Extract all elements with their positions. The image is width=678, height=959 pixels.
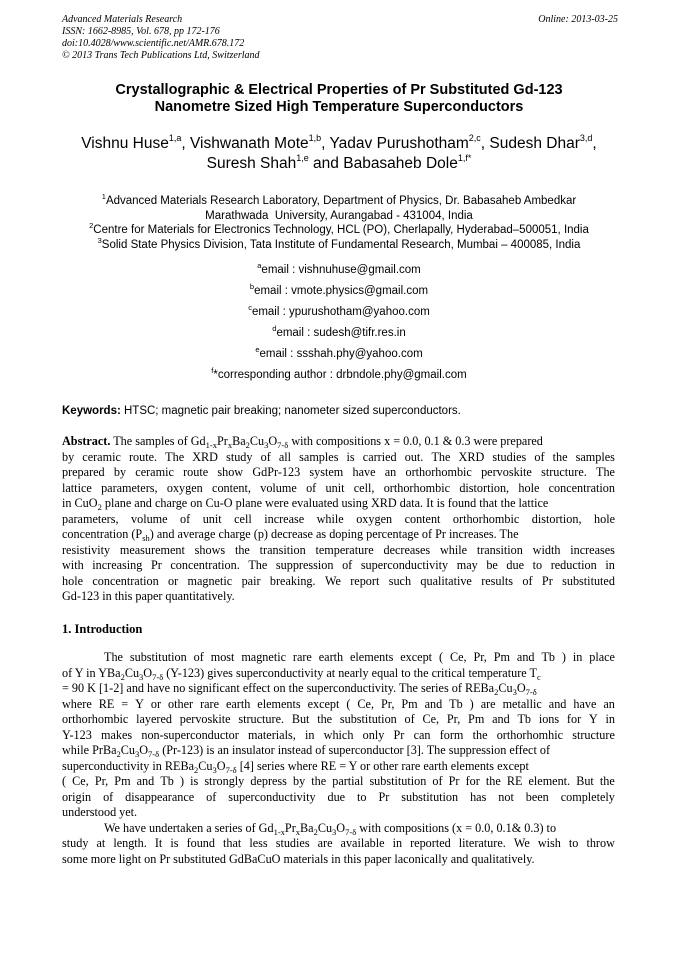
author-name: Vishwanath Mote (190, 135, 309, 152)
text-line: ( Ce, Pr, Pm and Tb ) is strongly depress by the partial substitution of Pr for the RE element. But the (62, 774, 615, 788)
author-affiliation-mark: 1,e (296, 153, 309, 163)
email-line[interactable]: $^f$*corresponding author : drbndole.phy@gmail.com (211, 366, 467, 381)
email-line[interactable]: $^c$email : ypurushotham@yahoo.com (248, 303, 430, 318)
text-line: of Y in $YBa_2Cu_3O_{7-\delta}$ (Y-123) gives superconductivity at nearly equal to the critical temperature $T_c$ (62, 665, 541, 682)
text-line: while $PrBa_2Cu_3O_{7-\delta}$ (Pr-123) is an insulator instead of superconductor [3]. The suppression effect of (62, 743, 551, 759)
author-affiliation-mark: 1,f* (457, 153, 472, 163)
email-list (30, 263, 648, 389)
affiliations (30, 194, 648, 252)
authors-line-2: Suresh Shah$^{1,e}$ and Babasaheb Dole$^{1,f*}$ (206, 153, 472, 172)
text-line: Abstract. The samples of $Gd_{1-x}Pr_xBa_2Cu_3O_{7-\delta}$ with compositions x = 0.0, 0.1 & 0.3 were prepared (62, 434, 543, 450)
email-line[interactable]: $^a$email : vishnuhuse@gmail.com (257, 261, 421, 276)
affiliation-3: $^3$Solid State Physics Division, Tata Institute of Fundamental Research, Mumbai – 400085, India (97, 235, 581, 251)
text-line: understood yet. (62, 805, 138, 819)
journal-issn: ISSN: 1662-8985, Vol. 678, pp 172-176 (62, 26, 220, 37)
journal-header (62, 14, 618, 62)
text-line: lattice parameters, oxygen content, volume of unit cell, orthorhombic distortion, hole concentration (62, 480, 615, 495)
text-line: parameters, volume of unit cell increase while oxygen content orthorhombic distortion, hole (62, 511, 615, 526)
paper-title (40, 82, 638, 116)
journal-doi[interactable]: doi:10.4028/www.scientific.net/AMR.678.172 (62, 38, 245, 49)
journal-copyright: © 2013 Trans Tech Publications Ltd, Switzerland (62, 50, 260, 61)
author-name: Sudesh Dhar (489, 135, 580, 152)
introduction-body (62, 650, 615, 867)
affiliation-1: $^1$Advanced Materials Research Laboratory, Department of Physics, Dr. Babasaheb Ambedkar (101, 192, 577, 207)
keywords-label: Keywords: (62, 405, 121, 417)
text-line: We have undertaken a series of $Gd_{1-x}Pr_xBa_2Cu_3O_{7-\delta}$ with compositions (x = 0.0, 0.1& 0.3) to (104, 820, 557, 837)
text-line: origin of disappearance of superconductivity due to Pr substitution has not been completely (62, 789, 615, 804)
abstract-label: Abstract. (62, 434, 111, 448)
text-line: prepared by ceramic route show GdPr-123 system have an orthorhombic pervoskite structure. The (62, 465, 615, 479)
author-name: Babasaheb Dole (343, 155, 458, 172)
author-list (30, 134, 648, 174)
author-name: Suresh Shah (206, 155, 297, 172)
text-line: with increasing Pr concentration. The suppression of superconductivity may be due to reduction in (62, 558, 615, 572)
affiliation-2: $^2$Centre for Materials for Electronics Technology, HCL (PO), Cherlapally, Hyderabad–500051, India (89, 221, 589, 236)
authors-line-1: Vishnu Huse$^{1,a}$, Vishwanath Mote$^{1,b}$, Yadav Purushotham$^{2,c}$, Sudesh Dhar$^{3,d}$, (81, 133, 597, 152)
text-line: some more light on Pr substituted GdBaCuO materials in this paper laconically and qualitatively. (62, 851, 535, 866)
email-line[interactable]: $^d$email : sudesh@tifr.res.in (272, 324, 406, 339)
text-line: study at length. It is found that less studies are available in reported literature. We wish to throw (62, 836, 615, 850)
text-line: resistivity measurement shows the transition temperature decreases while transition width increases (62, 542, 615, 557)
text-line: concentration $(P_{sh})$ and average charge (p) decrease as doping percentage of Pr increases. The (62, 527, 519, 543)
abstract (62, 434, 615, 605)
author-affiliation-mark: 1,b (308, 133, 322, 143)
text-line: superconductivity in $REBa_2Cu_3O_{7-\delta}$ [4] series where RE = Y or other rare earth elements except (62, 758, 529, 775)
author-affiliation-mark: 2,c (468, 133, 481, 143)
text-line: Y-123 makes non-superconductor materials, in which only Pr can form the orthorhomhic structure (62, 727, 615, 742)
title-line-1: Crystallographic & Electrical Properties of Pr Substituted Gd-123 (115, 82, 563, 98)
email-line[interactable]: $^b$email : vmote.physics@gmail.com (249, 282, 429, 297)
text-line: where RE = Y or other rare earth elements except ( Ce, Pr, Pm and Tb ) are metallic and have an (62, 696, 615, 711)
author-affiliation-mark: 3,d (579, 133, 593, 143)
keywords (62, 404, 622, 418)
author-name: Vishnu Huse (81, 135, 169, 152)
text-line: The substitution of most magnetic rare earth elements except ( Ce, Pr, Pm and Tb ) in place (104, 650, 615, 664)
section-heading-introduction: 1. Introduction (62, 622, 143, 636)
online-date: Online: 2013-03-25 (538, 14, 618, 25)
email-line[interactable]: $^e$email : ssshah.phy@yahoo.com (255, 345, 423, 360)
author-name: Yadav Purushotham (329, 135, 469, 152)
text-line: hole concentration or magnetic pair breaking. We report such qualitative results of Pr substituted (62, 573, 615, 588)
journal-name: Advanced Materials Research (62, 14, 183, 25)
text-line: Gd-123 in this paper quantitatively. (62, 589, 235, 603)
title-line-2: Nanometre Sized High Temperature Superconductors (154, 99, 524, 115)
author-affiliation-mark: 1,a (168, 133, 182, 143)
text-line: = 90 K [1-2] and have no significant effect on the superconductivity. The series of $REBa_2Cu_3O_{7-\delta}$ (62, 681, 537, 697)
text-line: in CuO$_2$ plane and charge on Cu-O plane were evaluated using XRD data. It is found that the lattice (62, 496, 549, 512)
text-line: by ceramic route. The XRD study of all samples is carried out. The XRD studies of the samples (62, 449, 615, 464)
keywords-text: HTSC; magnetic pair breaking; nanometer sized superconductors. (120, 405, 461, 417)
text-line: orthorhombic layered pervoskite structure. But the substitution of Ce, Pr, Pm and Tb ions for Y in (62, 712, 615, 726)
affiliation-1-cont: Marathwada University, Aurangabad - 431004, India (205, 209, 473, 222)
